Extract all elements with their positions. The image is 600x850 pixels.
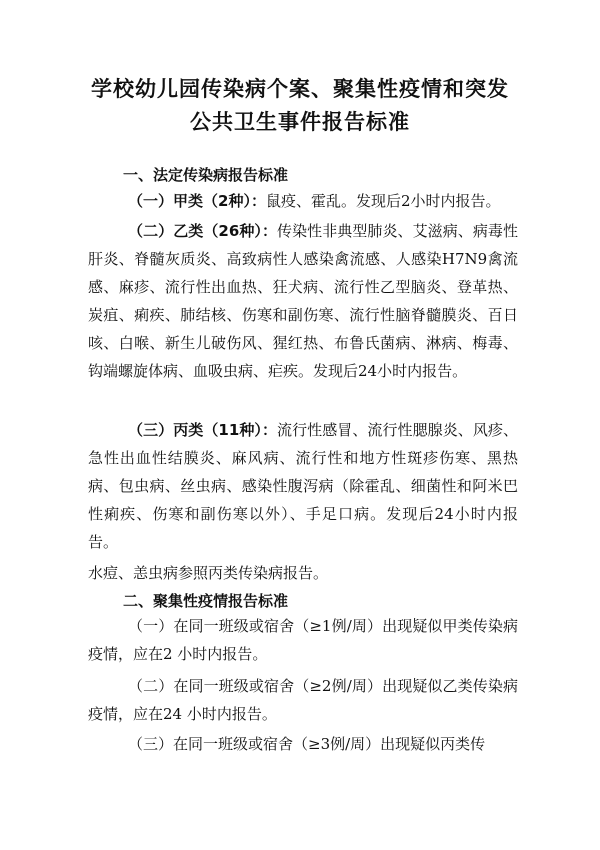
class-b-text: 传染性非典型肺炎、艾滋病、病毒性肝炎、脊髓灰质炎、高致病性人感染禽流感、人感染H7N9禽流感、麻疹、流行性出血热、狂犬病、流行性乙型脑炎、登革热、炭疽、痢疾、肺结核、伤寒和副伤寒、流行性脑脊髓膜炎、百日咳、白喉、新生儿破伤风、猩红热、布鲁氏菌病、淋病、梅毒、钩端螺旋体病、血吸虫病、疟疾。发现后24小时内报告。 (88, 222, 518, 380)
section-heading-notifiable-diseases: 一、法定传染病报告标准 (123, 166, 289, 184)
document-title-line-2: 公共卫生事件报告标准 (190, 110, 410, 134)
class-a-text: 鼠疫、霍乱。发现后2小时内报告。 (265, 192, 501, 210)
class-a-label: （一）甲类（2种）： (128, 192, 266, 210)
paragraph-cluster-item-2: （二）在同一班级或宿舍（≥2例/周）出现疑似乙类传染病疫情，应在24 小时内报告。 (88, 677, 518, 723)
paragraph-cluster-item-3: （三）在同一班级或宿舍（≥3例/周）出现疑似丙类传 (128, 735, 486, 753)
section-heading-cluster-outbreaks: 二、聚集性疫情报告标准 (123, 592, 289, 610)
paragraph-class-b (88, 218, 518, 385)
class-b-label: （二）乙类（26种）： (128, 222, 278, 240)
class-c-text: 流行性感冒、流行性腮腺炎、风疹、急性出血性结膜炎、麻风病、流行性和地方性斑疹伤寒、黑热病、包虫病、丝虫病、感染性腹泻病（除霍乱、细菌性和阿米巴性痢疾、伤寒和副伤寒以外）、手足口病。发现后24小时内报告。 (88, 421, 518, 551)
paragraph-class-c (88, 417, 518, 557)
paragraph-cluster-item-1: （一）在同一班级或宿舍（≥1例/周）出现疑似甲类传染病疫情，应在2 小时内报告。 (88, 617, 518, 663)
document-title-line-1: 学校幼儿园传染病个案、聚集性疫情和突发 (91, 77, 509, 101)
note-varicella-scrub-typhus: 水痘、恙虫病参照丙类传染病报告。 (88, 564, 329, 582)
class-c-label: （三）丙类（11种）： (128, 421, 278, 439)
paragraph-class-a (88, 188, 518, 216)
